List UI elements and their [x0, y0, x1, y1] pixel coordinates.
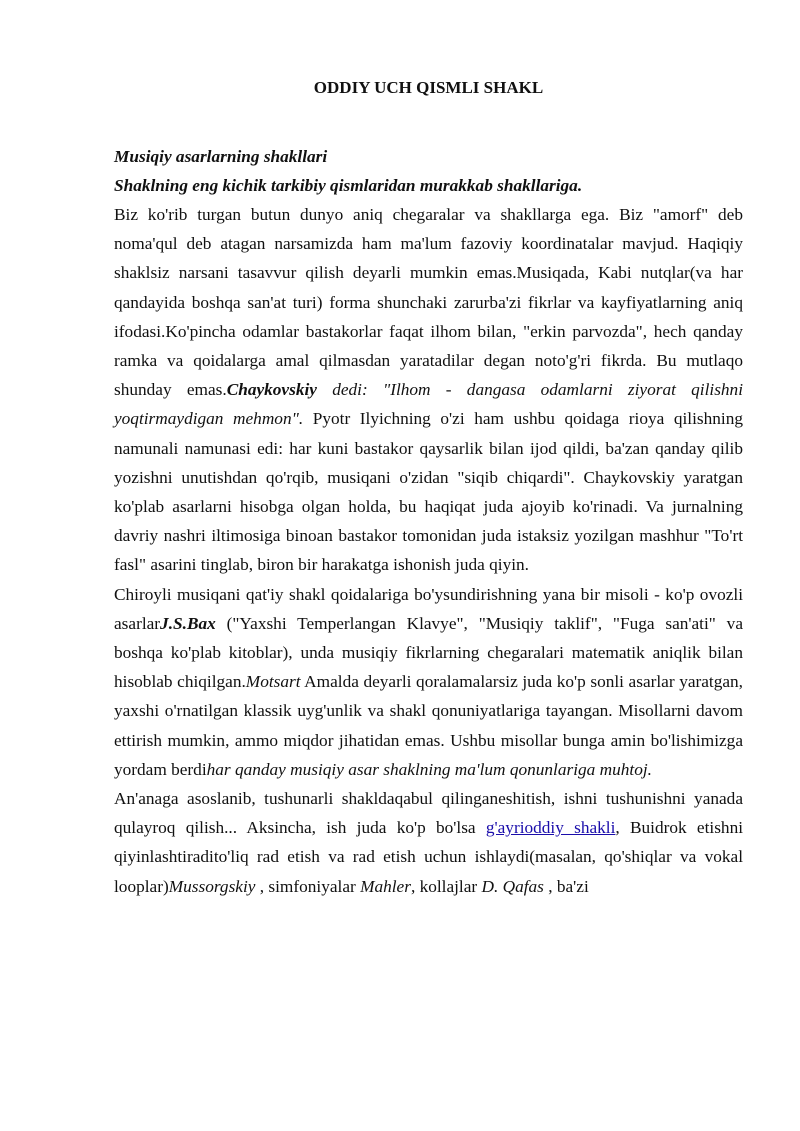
- paragraph-2-name-bax: J.S.Bax: [160, 613, 216, 633]
- paragraph-1-text-b: Pyotr Ilyichning o'zi ham ushbu qoidaga rioya qilishning namunali namunasi edi: har kuni bastakor qaysarlik bilan ijod qildi, ba'zan qanday qilib yozishni unutishdan qo'rqib, musiqani o'zidan "siqib chiqardi". Chaykovskiy yaratgan ko'plab asarlarni hisobga olgan holda, bu haqiqat juda ajoyib ko'rinadi. Va jurnalning davriy nashri iltimosiga binoan bastakor tomonidan juda istaksiz yozilgan mashhur "To'rt fasl" asarini tinglab, biron bir harakatga ishonish juda qiyin.: [114, 409, 743, 575]
- paragraph-1-quote: dedi: "Ilhom - dangasa odamlarni ziyorat qilishni yoqtirmaydigan mehmon".: [114, 380, 744, 429]
- page-title: ODDIY UCH QISMLI SHAKL: [313, 78, 544, 97]
- unusual-form-link[interactable]: g'ayrioddiy shakli: [485, 818, 616, 838]
- paragraph-3-name-mahler: Mahler: [360, 876, 411, 896]
- paragraph-1: [114, 200, 743, 580]
- section-heading: Musiqiy asarlarning shakllari: [114, 147, 328, 166]
- paragraph-2-name-motsart: Motsart: [245, 672, 301, 692]
- paragraph-3-name-mussorgskiy: Mussorgskiy: [168, 876, 256, 896]
- paragraph-2-text-b: ("Yaxshi Temperlangan Klavye", "Musiqiy taklif", "Fuga san'ati" va boshqa ko'plab kitoblar), unda musiqiy fikrlarning chegaralari matematik aniqlik bilan hisoblab chiqilgan.: [114, 613, 743, 692]
- section-subheading: Shaklning eng kichik tarkibiy qismlaridan murakkab shakllariga.: [114, 176, 583, 195]
- paragraph-3-text-d: , kollajlar: [410, 876, 482, 896]
- paragraph-2-text-a: Chiroyli musiqani qat'iy shakl qoidalariga bo'ysundirishning yana bir misoli - ko'p ovozli asarlar: [114, 584, 743, 633]
- paragraph-2: [114, 580, 743, 784]
- paragraph-3-text-a: An'anaga asoslanib, tushunarli shakldaqabul qilinganeshitish, ishni tushunishni yanada qulayroq qilish... Aksincha, ish juda ko'p bo'lsa: [114, 789, 743, 838]
- paragraph-2-conclusion: har qanday musiqiy asar shaklning ma'lum qonunlariga muhtoj.: [206, 759, 652, 779]
- paragraph-3-name-qafas: D. Qafas: [481, 876, 544, 896]
- paragraph-3-text-e: , ba'zi: [543, 876, 589, 896]
- paragraph-1-name-chaykovskiy: Chaykovskiy: [226, 380, 317, 400]
- paragraph-3: [114, 784, 743, 901]
- paragraph-2-text-c: Amalda deyarli qoralamalarsiz juda ko'p sonli asarlar yaratgan, yaxshi o'rnatilgan klassik uyg'unlik va shakl qonuniyatlariga tayangan. Misollarni davom ettirish mumkin, ammo miqdor jihatidan emas. Ushbu misollar bunga amin bo'lishimizga yordam berdi: [114, 672, 743, 779]
- paragraph-3-text-b: , Buidrok etishni qiyinlashtiradito'liq rad etish va rad etish uchun ishlaydi(masalan, qo'shiqlar va vokal looplar): [114, 818, 744, 896]
- paragraph-1-text-a: Biz ko'rib turgan butun dunyo aniq chegaralar va shakllarga ega. Biz "amorf" deb noma'qul deb atagan narsamizda ham ma'lum fazoviy koordinatalar mavjud. Haqiqiy shaklsiz narsani tasavvur qilish deyarli mumkin emas.Musiqada, Kabi nutqlar(va har qandayida boshqa san'at turi) forma shunchaki zarurba'zi fikrlar va kayfiyatlarning aniq ifodasi.Ko'pincha odamlar bastakorlar faqat ilhom bilan, "erkin parvozda", hech qanday ramka va qoidalarga amal qilmasdan yaratadilar degan noto'g'ri fikrda. Bu mutlaqo shunday emas.: [114, 205, 743, 400]
- paragraph-3-text-c: , simfoniyalar: [255, 876, 361, 896]
